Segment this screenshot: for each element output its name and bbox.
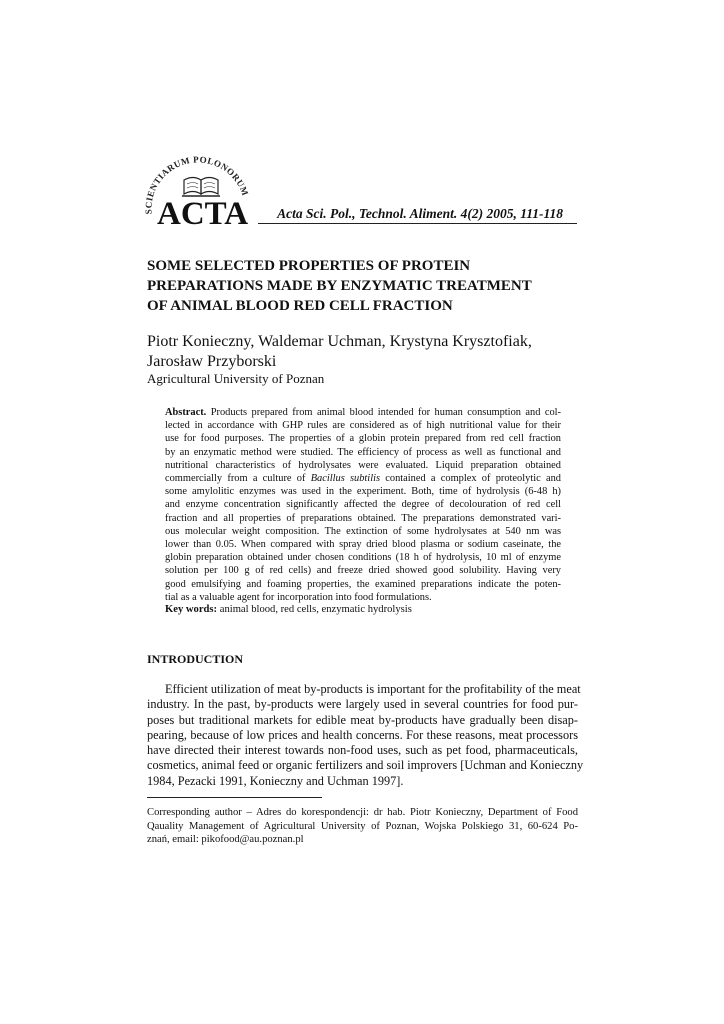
paragraph-line: industry. In the past, by-products were largely used in several countries for food pur- xyxy=(147,697,578,712)
abstract-line: nutritional characteristics of hydrolysates were evaluated. Liquid preparation obtained xyxy=(165,459,561,471)
abstract-label: Abstract. xyxy=(165,407,207,418)
paragraph-line: poses but traditional markets for edible meat by-products have gradually been disap- xyxy=(147,712,578,727)
authors-line: Jarosław Przyborski xyxy=(147,353,277,370)
species-name: Bacillus subtilis xyxy=(310,473,381,485)
abstract-line: some amylolitic enzymes was used in the experiment. Both, time of hydrolysis (6-48 h) xyxy=(165,486,561,498)
keywords-text: animal blood, red cells, enzymatic hydrolysis xyxy=(219,604,412,615)
author-list xyxy=(147,332,587,372)
title-line: SOME SELECTED PROPERTIES OF PROTEIN xyxy=(147,258,471,274)
abstract-line: tial as a valuable agent for incorporation into food formulations. xyxy=(165,591,432,603)
paragraph-line: cosmetics, animal feed or organic fertilizers and soil improvers [Uchman and Konieczny xyxy=(147,758,584,773)
abstract xyxy=(165,406,561,604)
paragraph-line: 1984, Pezacki 1991, Konieczny and Uchman 1997]. xyxy=(147,773,404,788)
abstract-line: by an enzymatic method were studied. The efficiency of process as well as functional and xyxy=(165,446,561,458)
abstract-line: lower than 0.05. When compared with spray dried blood plasma or sodium caseinate, the xyxy=(165,539,561,551)
keywords xyxy=(165,604,412,615)
open-book-icon xyxy=(182,178,220,197)
logo-arc-text: SCIENTIARUM POLONORUM xyxy=(143,154,251,215)
logo-wordmark: ACTA xyxy=(157,196,249,228)
authors-line: Piotr Konieczny, Waldemar Uchman, Krystyna Krysztofiak, xyxy=(147,333,532,350)
header-rule xyxy=(258,223,577,224)
introduction-paragraph xyxy=(147,682,584,789)
footnote-line: Corresponding author – Adres do korespondencji: dr hab. Piotr Konieczny, Department of Food xyxy=(147,807,578,818)
keywords-label: Key words: xyxy=(165,604,218,615)
paragraph-line: have directed their interest towards non-food uses, such as pet food, pharmaceuticals, xyxy=(147,743,578,758)
corresponding-author-footnote xyxy=(147,806,578,847)
abstract-line: Abstract. Products prepared from animal blood intended for human consumption and col- xyxy=(165,407,561,418)
section-heading-introduction: INTRODUCTION xyxy=(147,652,244,666)
footnote-line: Qauality Management of Agricultural University of Poznan, Wojska Polskiego 31, 60-624 Po- xyxy=(147,820,578,832)
abstract-line: commercially from a culture of Bacillus subtilis contained a complex of proteolytic and xyxy=(165,473,561,485)
title-line: OF ANIMAL BLOOD RED CELL FRACTION xyxy=(147,298,453,314)
paragraph-line: pearing, because of low prices and health concerns. For these reasons, meat processors xyxy=(147,727,578,742)
abstract-line: ous molecular weight composition. The extinction of some hydrolysates at 540 nm was xyxy=(165,525,561,537)
abstract-line: good emulsifying and foaming properties, the examined preparations indicate the poten- xyxy=(165,578,561,590)
abstract-line: fraction and all properties of preparations obtained. The preparations demonstrated vari- xyxy=(165,512,561,524)
paragraph-line: Efficient utilization of meat by-products is important for the profitability of the meat xyxy=(165,682,581,696)
journal-logo xyxy=(140,150,258,228)
journal-reference: Acta Sci. Pol., Technol. Aliment. 4(2) 2005, 111-118 xyxy=(277,206,563,221)
abstract-line: globin preparation obtained under chosen conditions (18 h of hydrolysis, 10 ml of enzyme xyxy=(165,552,561,564)
paper-title xyxy=(147,256,587,316)
abstract-line: use for food purposes. The properties of a globin protein prepared from red cell fraction xyxy=(165,433,561,445)
affiliation: Agricultural University of Poznan xyxy=(147,371,325,386)
abstract-line: and enzyme concentration significantly affected the degree of decolouration of red cell xyxy=(165,499,561,511)
footnote-line: znań, email: pikofood@au.poznan.pl xyxy=(147,834,304,846)
abstract-line: solution per 100 g of red cells) and freeze dried showed good solubility. Having very xyxy=(165,565,561,577)
abstract-line: lected in accordance with GHP rules are considered as of high nutritional value for their xyxy=(165,420,561,432)
title-line: PREPARATIONS MADE BY ENZYMATIC TREATMENT xyxy=(147,278,532,294)
footnote-rule xyxy=(147,797,322,798)
